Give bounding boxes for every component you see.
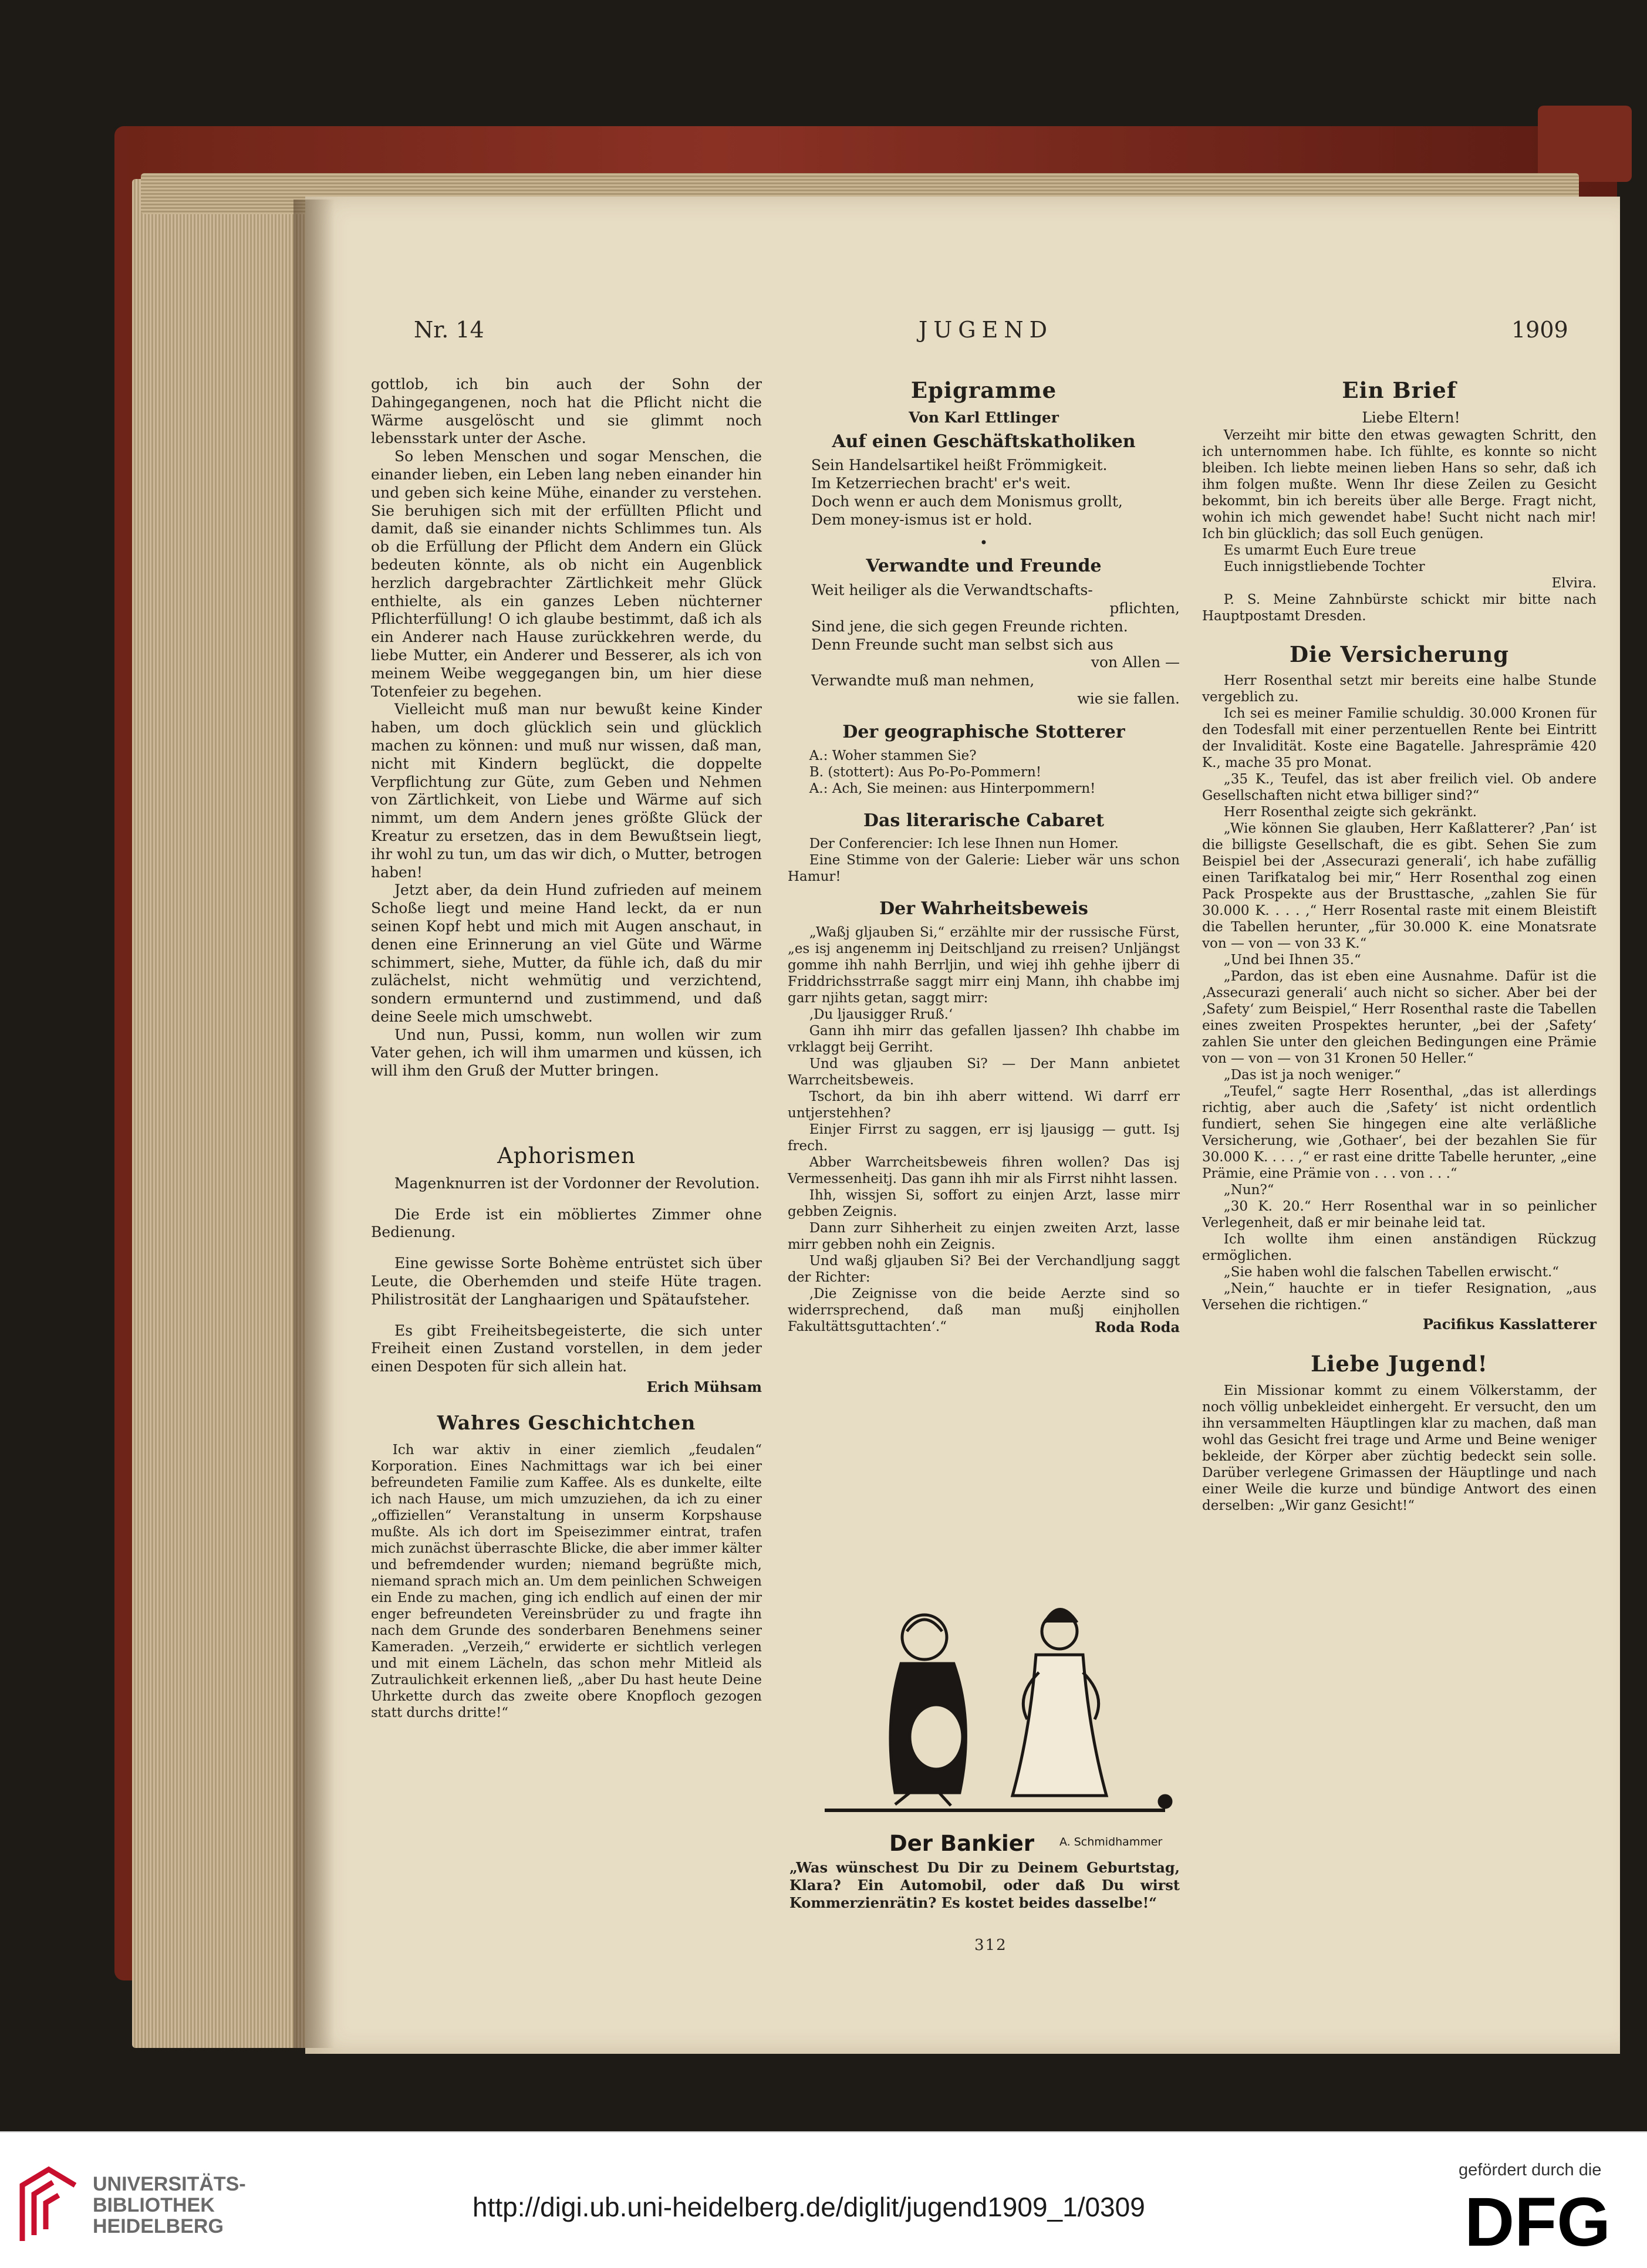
left-paragraph: Vielleicht muß man nur bewußt keine Kinder haben, um doch glücklich sein und glücklich machen zu können: und muß nur wissen, daß man, nicht mit Kindern beglückt, die doppelte Verpflichtung zur Güte, zum Geben und Nehmen von Zärtlichkeit, von Liebe und Wärme auf sich nimmt, um dem Andern jenes größte Glück der Kreatur zu ersetzen, das in dem Bewußtsein liegt, ihr wohl zu tun, um das wir dich, o Mutter, betrogen haben! [371,701,762,881]
liebe-jugend-text: Ein Missionar kommt zu einem Völkerstamm, der noch völlig unbekleidet einhergeht. Er versucht, den um ihn versammelten Häuptlingen klar zu machen, daß man wohl das Gesicht frei trage und Arme und Beine weniger bekleide, der Körper aber züchtig bedeckt sein solle. Darüber verlegene Grimassen der Häuptlinge und nach einer Weile die kurze und bündige Antwort des einen derselben: „Wir ganz Gesicht!“ [1202,1383,1597,1513]
versicherung-paragraph: „Teufel,“ sagte Herr Rosenthal, „das ist allerdings richtig, aber auch die ‚Safety‘ ist nicht ordentlich fundiert, sehen Sie hingegen eine alte verläßliche Versicherung, wie ‚Gothaer‘, bei der bezahlen Sie für 30.000 K. . . . ,“ er rast eine dritte Tabelle herunter, „eine Prämie, eine Prämie von . . . von . . .“ [1202,1084,1597,1182]
right-column [1202,376,1597,1514]
geschichtchen-title: Wahres Geschichtchen [437,1411,696,1434]
cartoon-caption: „Was wünschest Du Dir zu Deinem Geburtstag, Klara? Ein Automobil, oder daß Du wirst Kommerzienrätin? Es kostet beides dasselbe!“ [789,1859,1180,1911]
verse-line: Im Ketzerriechen bracht' er's weit. [811,475,1071,492]
verse-line: Sein Handelsartikel heißt Frömmigkeit. [811,457,1108,474]
cartoon-illustration [813,1596,1177,1831]
versicherung-paragraph: „Nein,“ hauchte er in tiefer Resignation, „aus Versehen die richtigen.“ [1202,1281,1597,1313]
dfg-logo-text: DFG [1464,2188,1611,2253]
left-paragraph: Und nun, Pussi, komm, nun wollen wir zum Vater gehen, ich will ihm umarmen und küssen, ich will ihm den Gruß der Mutter bringen. [371,1026,762,1080]
aphorismen-title: Aphorismen [497,1143,636,1168]
wahrheitsbeweis-paragraph: Abber Warrcheitsbeweis fihren wollen? Das isj Vermessenheitj. Das gann ihh mir als Firrst nihht lassen. [788,1155,1180,1187]
aphorism: Die Erde ist ein möbliertes Zimmer ohne Bedienung. [371,1205,762,1241]
page-gutter-shadow [293,200,335,2048]
wahrheitsbeweis-paragraph: ‚Die Zeignisse von die beide Aerzte sind so widerrsprechend, daß man mußj einjhollen Fakultättsguttachten‘.“ [788,1286,1180,1335]
wahrheitsbeweis-paragraph: Und waßj gljauben Si? Bei der Verchandljung saggt der Richter: [788,1253,1180,1286]
page-number: 312 [974,1936,1007,1954]
brief-body: Verzeiht mir bitte den etwas gewagten Schritt, den ich unternommen habe. Ich fühlte, es konnte so nicht bleiben. Ich liebte meinen lieben Hans so sehr, daß ich ihm folgen mußte. Wenn Ihr diese Zeilen zu Gesicht bekommt, bin ich bereits über alle Berge. Fragt nicht, wohin ich mich gewendet habe! Sucht nicht nach mir! Ich bin glücklich; das soll Euch genügen. [1202,427,1597,542]
versicherung-paragraph: Ich wollte ihm einen anständigen Rückzug ermöglichen. [1202,1232,1597,1264]
verse-line: Sind jene, die sich gegen Freunde richten. [811,617,1128,635]
geschichtchen-text: Ich war aktiv in einer ziemlich „feudalen“ Korporation. Eines Nachmittags war ich bei einer befreundeten Familie zum Kaffee. Als es dunkelte, eilte ich nach Hause, um mich umzuziehen, da ich zu einer „offiziellen“ Veranstaltung in unserm Korpshause mußte. Als ich dort im Speisezimmer eintrat, trafen mich zunächst überraschte Blicke, die aber immer kälter und befremdender wurden; niemand begrüßte mich, niemand sprach mich an. Um dem peinlichen Schweigen ein Ende zu machen, ging ich endlich auf einen der mir enger befreundeten Vereinsbrüder zu und fragte ihn nach dem Grunde des sonderbaren Benehmens seiner Kameraden. „Verzeih,“ erwiderte er sichtlich verlegen und mit einem Lächeln, das schon mehr Mitleid als Zutraulichkeit erkennen ließ, „aber Du hast heute Deine Uhrkette durch das zweite obere Knopfloch gezogen statt durchs dritte!“ [371,1442,762,1721]
wahrheitsbeweis-title: Der Wahrheitsbeweis [879,898,1088,920]
middle-column [788,376,1180,1337]
library-name: UNIVERSITÄTS- BIBLIOTHEK HEIDELBERG [93,2173,246,2237]
verse-line: Denn Freunde sucht man selbst sich aus [811,636,1113,653]
liebe-jugend-title: Liebe Jugend! [1311,1351,1488,1377]
aphorismen-section [371,1141,762,1734]
dialogue-line: A.: Woher stammen Sie? [809,748,977,763]
brief-closing: Euch innigstliebende Tochter [1223,559,1425,574]
year: 1909 [1511,317,1568,343]
brief-closing: Es umarmt Euch Eure treue [1223,542,1416,558]
aphorismen-author: Erich Mühsam [646,1378,762,1395]
wahrheitsbeweis-paragraph: Ihh, wissjen Si, soffort zu einjen Arzt, lasse mirr gebben Zeignis. [788,1188,1180,1220]
brief-title: Ein Brief [1342,377,1457,403]
versicherung-paragraph: Herr Rosenthal setzt mir bereits eine halbe Stunde vergeblich zu. [1202,673,1597,705]
epigram-title: Verwandte und Freunde [866,556,1102,577]
permalink-url[interactable]: http://digi.ub.uni-heidelberg.de/diglit/jugend1909_1/0309 [473,2192,1145,2222]
wahrheitsbeweis-paragraph: Tschort, da bin ihh aberr wittend. Wi darrf err untjerstehhen? [788,1089,1180,1121]
wahrheitsbeweis-author: Roda Roda [1095,1319,1180,1336]
versicherung-paragraph: Herr Rosenthal zeigte sich gekränkt. [1223,805,1477,820]
book-cover-corner [1538,106,1632,182]
magazine-title: JUGEND [919,317,1054,343]
versicherung-paragraph: „Pardon, das ist eben eine Ausnahme. Dafür ist die ‚Assecurazi generali‘ auch nicht so sicher. Aber bei der ‚Safety‘ zum Beispiel,“ Herr Rosenthal raste die Tabellen eines zweiten Prospektes herunter, „bei der ‚Safety‘ zahlen Sie unter den gleichen Bedingungen eine Prämie von — von — von 31 Kronen 50 Heller.“ [1202,969,1597,1067]
versicherung-paragraph: „Das ist ja noch weniger.“ [1223,1067,1401,1083]
verse-line: von Allen — [1091,654,1180,671]
brief-ps: P. S. Meine Zahnbürste schickt mir bitte nach Hauptpostamt Dresden. [1202,591,1597,624]
versicherung-paragraph: „Und bei Ihnen 35.“ [1223,952,1361,968]
wahrheitsbeweis-paragraph: Gann ihh mirr das gefallen ljassen? Ihh chabbe im vrklaggt beij Gerriht. [788,1023,1180,1056]
page-edge-stack [132,179,320,2048]
versicherung-paragraph: Ich sei es meiner Familie schuldig. 30.000 Kronen für den Todesfall mit einer perzentuellen Rente bei Eintritt der Invalidität. Koste eine Bagatelle. Jahresprämie 420 K., mache 35 pro Monat. [1202,706,1597,771]
brief-signature: Elvira. [1551,575,1597,591]
separator-dot: • [979,534,988,551]
dfg-logo-icon [1464,2188,1623,2253]
funded-by-label: gefördert durch die [1459,2161,1602,2179]
verse-line: Weit heiliger als die Verwandtschafts- [811,582,1093,599]
verse-line: Dem money-ismus ist er hold. [811,511,1032,528]
aphorism: Es gibt Freiheitsbegeisterte, die sich unter Freiheit einen Zustand vorstellen, in dem jeder einen Despoten für sich allein hat. [371,1321,762,1375]
versicherung-title: Die Versicherung [1290,641,1509,667]
cabaret-title: Das literarische Cabaret [863,810,1104,831]
versicherung-paragraph: „35 K., Teufel, das ist aber freilich viel. Ob andere Gesellschaften nicht etwa billiger sind?“ [1202,772,1597,804]
cartoon-title: Der Bankier [889,1831,1035,1856]
left-paragraph: So leben Menschen und sogar Menschen, die einander lieben, ein Leben lang neben einander hin und geben sich keine Mühe, einander zu verstehen. Sie beruhigen sich mit der erfüllten Pflicht und damit, daß sie einander nichts Schlimmes tun. Als ob die Erfüllung der Pflicht dem Andern ein Glück bedeuten könnte, als ob nicht ein Augenblick herzlich dargebrachter Zärtlichkeit mehr Glück enthielte, als ein ganzes Leben nüchterner Pflichterfüllung! O ich glaube bestimmt, daß ich als ein Anderer nach Hause zurückkehren werde, du liebe Mutter, ein Anderer und Besserer, als ich von meinem Weibe weggegangen bin, um hier diese Totenfeier zu begehen. [371,448,762,700]
verse-line: wie sie fallen. [1077,689,1180,707]
verse-line: Verwandte muß man nehmen, [811,672,1035,689]
dialogue-line: B. (stottert): Aus Po-Po-Pommern! [809,764,1042,780]
wahrheitsbeweis-paragraph: Und was gljauben Si? — Der Mann anbietet Warrcheitsbeweis. [788,1056,1180,1089]
wahrheitsbeweis-paragraph: ‚Du ljausigger Rruß.‘ [809,1007,953,1023]
epigramme-title: Epigramme [910,377,1057,403]
issue-number: Nr. 14 [414,317,484,343]
left-paragraph: Jetzt aber, da dein Hund zufrieden auf meinem Schoße liegt und meine Hand leckt, da er nun seinen Kopf hebt und mich mit Augen anschaut, in denen eine Erinnerung an viel Güte und Wärme schimmert, siehe, Mutter, da fühle ich, daß du mir zulächelst, nicht wehmütig und verzichtend, sondern ermunternd und zustimmend, und daß deine Seele mich umschwebt. [371,881,762,1025]
dialogue-line: Eine Stimme von der Galerie: Lieber wär uns schon Hamur! [788,853,1180,885]
digitization-footer [0,2131,1647,2268]
versicherung-author: Pacifikus Kasslatterer [1422,1316,1597,1333]
dialogue-line: A.: Ach, Sie meinen: aus Hinterpommern! [809,780,1096,796]
ub-heidelberg-logo-icon [16,2165,81,2247]
verse-line: pflichten, [1109,599,1180,617]
versicherung-paragraph: „Sie haben wohl die falschen Tabellen erwischt.“ [1223,1265,1560,1280]
left-paragraph: gottlob, ich bin auch der Sohn der Dahingegangenen, noch hat die Pflicht nicht die Wärme ausgelöscht und sie glimmt noch lebensstark unter der Asche. [371,376,762,447]
wahrheitsbeweis-paragraph: Dann zurr Sihherheit zu einjen zweiten Arzt, lasse mirr gebben nohh ein Zeignis. [788,1221,1180,1253]
dialogue-line: Der Conferencier: Ich lese Ihnen nun Homer. [809,836,1119,852]
verse-line: Doch wenn er auch dem Monismus grollt, [811,492,1123,510]
left-column [371,376,762,1080]
wahrheitsbeweis-paragraph: Einjer Firrst zu saggen, err isj ljausigg — gutt. Isj frech. [788,1122,1180,1154]
brief-salutation: Liebe Eltern! [1362,408,1460,426]
stotterer-title: Der geographische Stotterer [842,721,1125,742]
cartoon-artist: A. Schmidhammer [1059,1836,1163,1848]
versicherung-paragraph: „Nun?“ [1223,1182,1274,1198]
versicherung-paragraph: „Wie können Sie glauben, Herr Kaßlatterer? ‚Pan‘ ist die billigste Gesellschaft, die es gibt. Sehen Sie zum Beispiel bei der ‚Assecurazi generali‘, ich habe zufällig einen Tarifkatalog bei mir,“ Herr Rosenthal zog einen Pack Prospekte aus der Brusttasche, „zahlen Sie für 30.000 K. . . . ,“ Herr Rosental raste mit einem Bleistift die Tabellen herunter, „für 30.000 K. eine Monatsrate von — von — von 33 K.“ [1202,821,1597,952]
wahrheitsbeweis-paragraph: „Waßj gljauben Si,“ erzählte mir der russische Fürst, „es isj angenemm inj Deitschljand zu rreisen? Unljängst gomme ihh nahh Berrljin, und wiej ihh gehhe ijberr di Friddrichsstrraße saggt mirr einj Mann, ihh chabbe imj garr njihts getan, saggt mirr: [788,925,1180,1006]
epigram-title: Auf einen Geschäftskatholiken [832,431,1136,452]
aphorism: Eine gewisse Sorte Bohème entrüstet sich über Leute, die Oberhemden und steife Hüte tragen. Philistrosität der Langhaarigen und Spätaufsteher. [371,1255,762,1308]
epigramme-byline: Von Karl Ettlinger [909,408,1059,426]
versicherung-paragraph: „30 K. 20.“ Herr Rosenthal war in so peinlicher Verlegenheit, daß er mir beinahe leid tat. [1202,1199,1597,1231]
aphorism: Magenknurren ist der Vordonner der Revolution. [394,1174,760,1192]
